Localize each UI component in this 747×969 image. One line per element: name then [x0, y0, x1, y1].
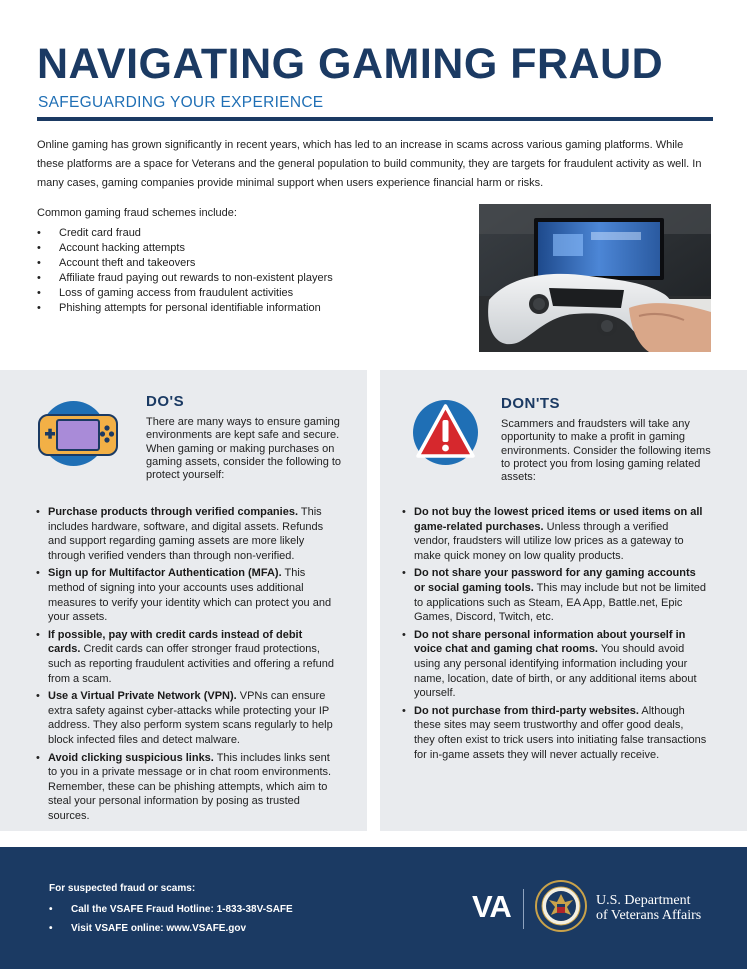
- list-item: • Loss of gaming access from fraudulent activities: [37, 287, 294, 299]
- controller-scene-icon: [479, 204, 711, 352]
- list-item: • Affiliate fraud paying out rewards to non-existent players: [37, 272, 333, 284]
- donts-item: • Do not share personal information about yourself in voice chat and gaming chat rooms. You should avoid using any personal identifying information including your name, location, date of birth, or any additional items about yourself.: [402, 628, 697, 700]
- list-item: • Credit card fraud: [37, 227, 141, 239]
- handheld-console-icon: [37, 409, 121, 459]
- intro-paragraph: Online gaming has grown significantly in recent years, which has led to an increase in scams across various gaming platforms. While these platforms are a space for Veterans and the general population to build community, they are targets for fraudulent activity as well. In many cases, gaming companies provide minimal support when users experience financial harm or risks.: [37, 139, 702, 189]
- donts-badge: [413, 400, 478, 465]
- page-title: NAVIGATING GAMING FRAUD: [37, 40, 664, 88]
- hotline-item[interactable]: • Call the VSAFE Fraud Hotline: 1-833-38V-SAFE: [49, 904, 293, 915]
- website-item[interactable]: • Visit VSAFE online: www.VSAFE.gov: [49, 923, 247, 934]
- donts-item: • Do not purchase from third-party websites. Although these sites may seem trustworthy and offer good deals, they often exist to trick users into initiating false transactions for in-game assets they will never actually receive.: [402, 704, 707, 761]
- list-item: • Phishing attempts for personal identifiable information: [37, 302, 321, 314]
- dos-lead: There are many ways to ensure gaming environments are kept safe and secure. When gaming or making purchases on gaming assets, consider the following to protect yourself:: [146, 416, 342, 482]
- donts-item: • Do not buy the lowest priced items or used items on all game-related purchases. Unless through a verified vendor, fraudsters will utilize low prices as a gateway to make quick money on low quality products.: [402, 506, 703, 562]
- dos-item: • Purchase products through verified companies. This includes hardware, software, and digital assets. Refunds and support regarding gaming assets are more likely through verified venders than through non-verified.: [36, 506, 324, 562]
- dos-item: • Avoid clicking suspicious links. This includes links sent to you in a private message or in chat room environments. Remember, these can be phishing attempts, which aim to steal your personal information by posing as trusted sources.: [36, 751, 332, 822]
- gaming-controller-photo: [479, 204, 711, 352]
- page-subtitle: SAFEGUARDING YOUR EXPERIENCE: [38, 94, 324, 111]
- list-item: • Account hacking attempts: [37, 242, 185, 254]
- donts-item: • Do not share your password for any gaming accounts or social gaming tools. This may include but not be limited to applications such as Steam, EA App, Battle.net, Epic Games, Discord, Twitch, etc.: [402, 567, 707, 624]
- warning-triangle-icon: [413, 400, 478, 465]
- department-name: U.S. Department of Veterans Affairs: [596, 893, 702, 923]
- dos-list: [36, 505, 336, 826]
- dos-item: • If possible, pay with credit cards instead of debit cards. Credit cards can offer stronger fraud protections, such as reporting fraudulent activities and offering a refund from a scam.: [36, 628, 334, 685]
- va-logo-mark: VA: [472, 889, 511, 924]
- va-seal-icon: [535, 880, 587, 932]
- schemes-lead: Common gaming fraud schemes include:: [37, 207, 237, 219]
- donts-lead: Scammers and fraudsters will take any opportunity to make a profit in gaming environments. Consider the following items to protect you from losing gaming related assets:: [501, 418, 711, 484]
- donts-panel: [380, 370, 747, 831]
- header-divider: [37, 117, 713, 121]
- dos-item: • Sign up for Multifactor Authentication (MFA). This method of signing into your accounts uses additional measures to verify your identity which can protect you and your assets.: [36, 567, 332, 624]
- footer-lead: For suspected fraud or scams:: [49, 883, 196, 894]
- schemes-list: [37, 226, 333, 316]
- dos-item: • Use a Virtual Private Network (VPN). VPNs can ensure extra safety against cyber-attacks while protecting your IP address. They also perform system scans regularly to help block infected files and detect malware.: [36, 690, 333, 746]
- logo-divider: [523, 889, 524, 929]
- dos-panel: [0, 370, 367, 831]
- donts-list: [402, 505, 707, 765]
- footer: [0, 847, 747, 969]
- donts-heading: DON'TS: [501, 395, 561, 412]
- dos-badge: [41, 401, 106, 466]
- list-item: • Account theft and takeovers: [37, 257, 196, 269]
- dos-heading: DO'S: [146, 393, 185, 410]
- footer-contact-list: [49, 900, 293, 938]
